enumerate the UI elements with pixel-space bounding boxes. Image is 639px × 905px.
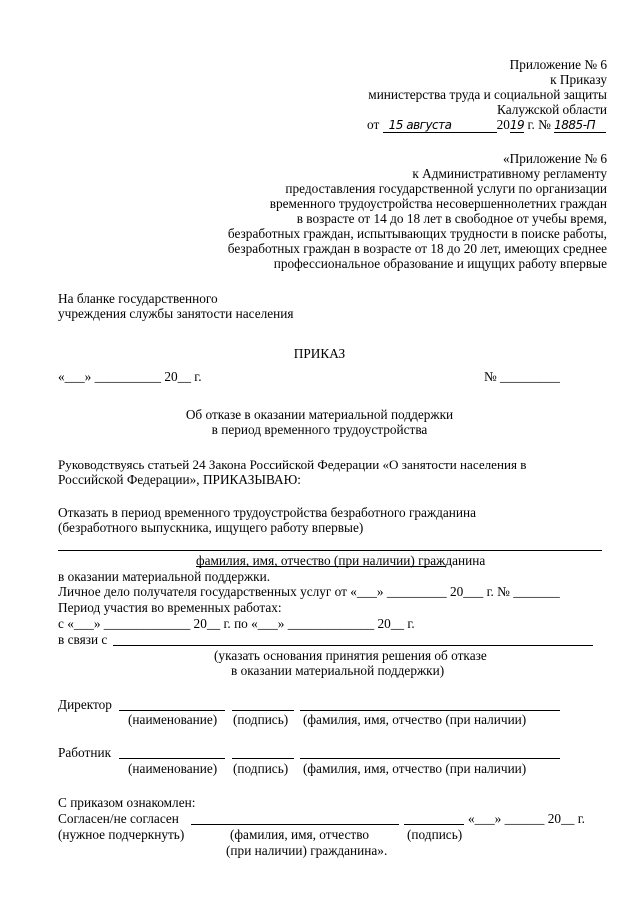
annex-date-line xyxy=(367,117,606,133)
fio-caption-underline xyxy=(196,566,446,567)
support-line: в оказании материальной поддержки. xyxy=(58,569,271,584)
handwritten-number: 1885-П xyxy=(554,118,606,133)
reg-line4: временного трудоустройства несовершеннолетних граждан xyxy=(269,196,607,211)
annex-ministry: министерства труда и социальной защиты xyxy=(368,87,607,102)
director-sign-line xyxy=(232,710,294,711)
worker-sign-line xyxy=(232,758,294,759)
worker-label: Работник xyxy=(58,745,112,760)
reg-line6: безработных граждан, испытывающих трудности в поиске работы, xyxy=(227,226,607,241)
reason-caption-line2: в оказании материальной поддержки) xyxy=(231,663,445,678)
year-prefix: 20 xyxy=(496,117,510,132)
annex-region: Калужской области xyxy=(497,102,607,117)
document-title: ПРИКАЗ xyxy=(293,346,346,361)
director-cap-sign: (подпись) xyxy=(233,712,289,727)
period-label: Период участия во временных работах: xyxy=(58,600,282,615)
annex-number: Приложение № 6 xyxy=(509,57,607,72)
worker-cap-name: (наименование) xyxy=(128,761,218,776)
worker-cap-sign: (подпись) xyxy=(233,761,289,776)
body-p1-line2: Российской Федерации», ПРИКАЗЫВАЮ: xyxy=(58,472,301,487)
ack-underline-note: (нужное подчеркнуть) xyxy=(58,827,185,842)
due-to-label: в связи с xyxy=(58,632,108,647)
personal-case-line: Личное дело получателя государственных услуг от «___» _________ 20___ г. № _______ xyxy=(58,584,560,599)
fio-field-line xyxy=(58,550,602,551)
blank-line1: На бланке государственного xyxy=(58,291,218,306)
subject-line2: в период временного трудоустройства xyxy=(211,422,428,437)
ack-fio-caption: (фамилия, имя, отчество xyxy=(230,827,370,842)
annex-order: к Приказу xyxy=(550,72,607,87)
subject-line1: Об отказе в оказании материальной поддержки xyxy=(185,407,454,422)
reg-line8: профессиональное образование и ищущих работу впервые xyxy=(273,256,607,271)
body-p2-line1: Отказать в период временного трудоустройства безработного гражданина xyxy=(58,505,477,520)
ack-agree-label: Согласен/не согласен xyxy=(58,811,179,826)
body-p2-line2: (безработного выпускника, ищущего работу впервые) xyxy=(58,520,364,535)
reason-field-line xyxy=(113,645,593,646)
director-cap-fio: (фамилия, имя, отчество (при наличии) xyxy=(303,712,527,727)
ack-sign-caption: (подпись) xyxy=(407,827,463,842)
ack-fio-line xyxy=(191,824,399,825)
body-p1-line1: Руководствуясь статьей 24 Закона Российской Федерации «О занятости населения в xyxy=(58,457,527,472)
reason-caption-line1: (указать основания принятия решения об отказе xyxy=(214,648,487,663)
director-cap-name: (наименование) xyxy=(128,712,218,727)
reg-annex: «Приложение № 6 xyxy=(503,151,607,166)
ack-sign-line xyxy=(404,824,464,825)
ack-fio-caption2: (при наличии) гражданина». xyxy=(226,843,388,858)
order-date-line: «___» __________ 20__ г. xyxy=(58,369,202,384)
director-fio-line xyxy=(300,710,560,711)
ack-date-line: «___» ______ 20__ г. xyxy=(468,811,585,826)
reg-line7: безработных граждан в возрасте от 18 до 20 лет, имеющих среднее xyxy=(227,241,607,256)
fio-caption: фамилия, имя, отчество (при наличии) гражданина xyxy=(196,553,486,568)
director-label: Директор xyxy=(58,697,112,712)
blank-line2: учреждения службы занятости населения xyxy=(58,306,294,321)
year-suffix: г. № xyxy=(524,117,551,132)
handwritten-year: 19 xyxy=(509,118,525,132)
ack-line1: С приказом ознакомлен: xyxy=(58,795,196,810)
director-name-line xyxy=(119,710,225,711)
worker-name-line xyxy=(119,758,225,759)
handwritten-date: 15 августа xyxy=(383,118,497,133)
worker-fio-line xyxy=(300,758,560,759)
reg-line3: предоставления государственной услуги по организации xyxy=(285,181,607,196)
period-dates-line: с «___» _____________ 20__ г. по «___» _____________ 20__ г. xyxy=(58,616,415,631)
worker-cap-fio: (фамилия, имя, отчество (при наличии) xyxy=(303,761,527,776)
reg-line2: к Административному регламенту xyxy=(412,166,607,181)
order-number-line: № _________ xyxy=(484,369,560,384)
date-prefix: от xyxy=(367,117,380,132)
reg-line5: в возрасте от 14 до 18 лет в свободное от учебы время, xyxy=(296,211,607,226)
